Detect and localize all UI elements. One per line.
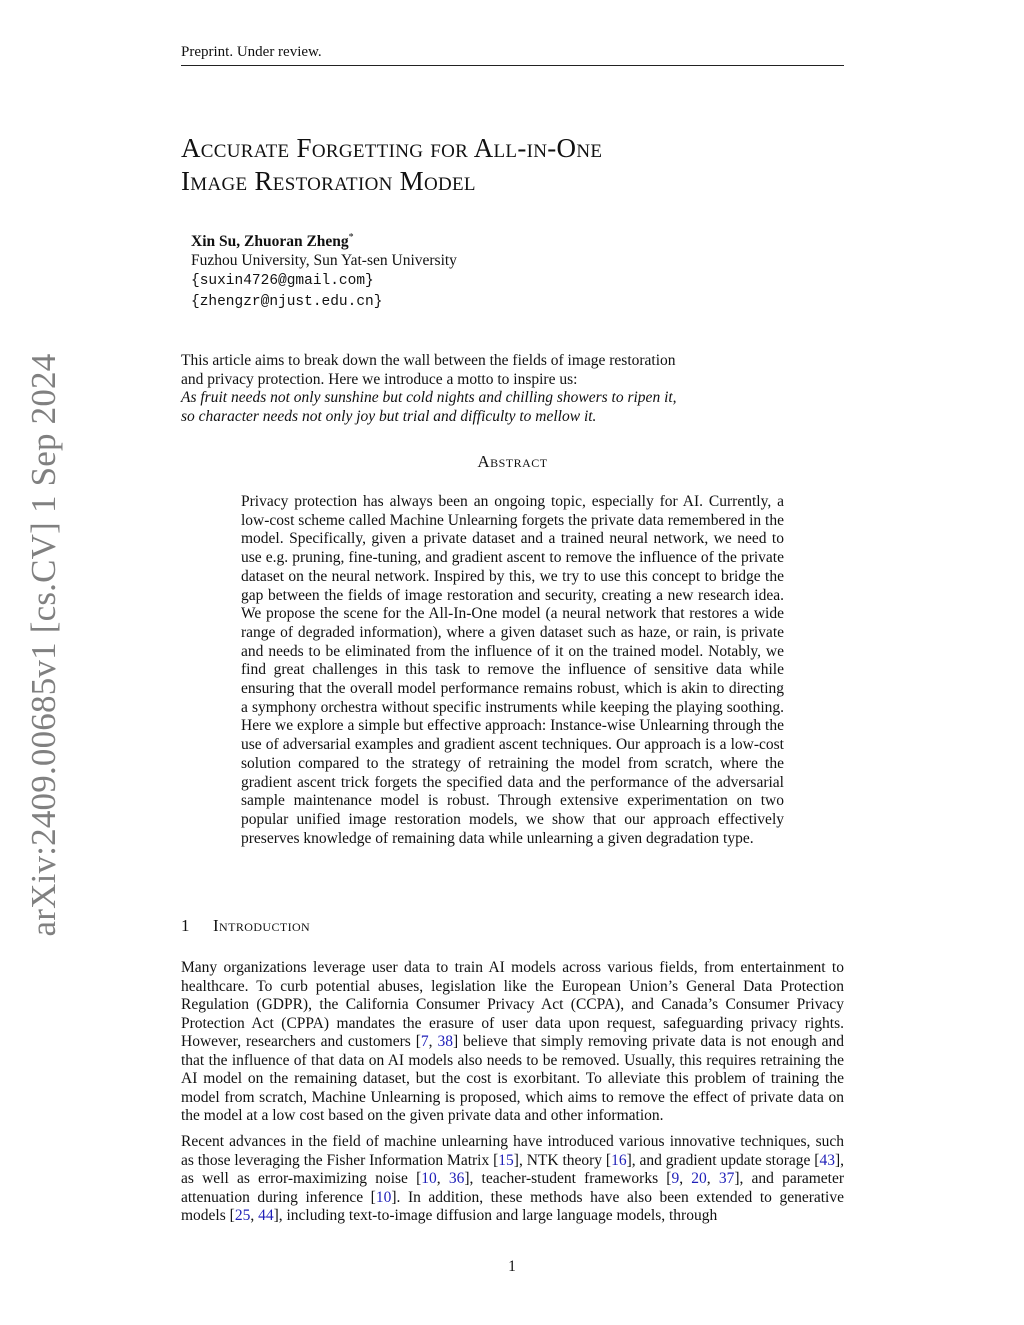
section-title: Introduction bbox=[213, 916, 311, 935]
motto-quote-2: so character needs not only joy but trial and difficulty to mellow it. bbox=[181, 407, 597, 425]
arxiv-stamp bbox=[24, 353, 64, 937]
citation-link[interactable]: 10 bbox=[421, 1170, 437, 1187]
text-run: ], including text-to-image diffusion and large language models, through bbox=[273, 1207, 718, 1224]
text-run: ]. In addition, these methods have also been extended to generative models [ bbox=[181, 1188, 844, 1224]
title-line-2: Image Restoration Model bbox=[181, 166, 476, 196]
citation-link[interactable]: 20 bbox=[691, 1170, 707, 1187]
citation-link[interactable]: 10 bbox=[375, 1188, 392, 1206]
citation-link[interactable]: 36 bbox=[448, 1170, 465, 1187]
citation-link[interactable]: 16 bbox=[611, 1151, 627, 1169]
text-run: ], and gradient update storage [ bbox=[626, 1151, 820, 1169]
motto-line-2: and privacy protection. Here we introduce a motto to inspire us: bbox=[181, 370, 578, 388]
header-rule bbox=[181, 65, 844, 66]
running-header: Preprint. Under review. bbox=[181, 44, 322, 60]
motto-block bbox=[181, 352, 741, 426]
citation-link[interactable]: 25 bbox=[234, 1207, 251, 1224]
text-run: ], as well as error-maximizing noise [ bbox=[181, 1151, 845, 1187]
text-run: , bbox=[679, 1170, 692, 1187]
author-block bbox=[191, 228, 457, 312]
affiliation: Fuzhou University, Sun Yat-sen University bbox=[191, 252, 457, 270]
paper-title bbox=[181, 132, 821, 198]
motto-line-1: This article aims to break down the wall between the fields of image restoration bbox=[181, 352, 676, 369]
text-run: , bbox=[436, 1170, 449, 1187]
text-run: , bbox=[428, 1033, 438, 1050]
email-2: {zhengzr@njust.edu.cn} bbox=[191, 294, 383, 311]
citation-link[interactable]: 37 bbox=[718, 1170, 735, 1187]
intro-paragraph-1 bbox=[181, 959, 844, 1126]
citation-link[interactable]: 15 bbox=[498, 1151, 514, 1169]
abstract-body: Privacy protection has always been an ongoing topic, especially for AI. Currently, a low-cost scheme called Machine Unlearning forgets the private data remembered in the model. Specifically, given a private dataset and a trained neural network, we need to use e.g. pruning, fine-tuning, and gradient ascent to remove the influence of the private dataset on the neural network. Inspired by this, we try to use this concept to bridge the gap between the fields of image restoration and security, creating a new research idea. We propose the scene for the All-In-One model (a neural network that restores a wide range of degraded information), where a given dataset such as haze, or rain, is private and needs to be eliminated from the influence of it on the trained model. Notably, we find great challenges in this task to remove the influence of sensitive data while ensuring that the overall model performance remains robust, which is akin to directing a symphony orchestra without specific instruments while keeping the playing soothing. Here we explore a simple but effective approach: Instance-wise Unlearning through the use of adversarial examples and gradient ascent techniques. Our approach is a low-cost solution compared to the strategy of retraining the model from scratch, where the gradient ascent trick forgets the specified data and the performance of the adversarial sample maintenance model is robust. Through extensive experimentation on two popular unified image restoration models, we show that our approach effectively preserves knowledge of remaining data while unlearning a given degradation type. bbox=[241, 493, 784, 847]
corresponding-mark: * bbox=[348, 232, 354, 243]
email-1: {suxin4726@gmail.com} bbox=[191, 273, 374, 290]
text-run: Recent advances in the field of machine unlearning have introduced various innovative techniques, such as those leveraging the Fisher Information Matrix [ bbox=[181, 1133, 844, 1169]
text-run: ], NTK theory [ bbox=[513, 1151, 612, 1169]
motto-quote-1: As fruit needs not only sunshine but cold nights and chilling showers to ripen it, bbox=[181, 389, 677, 407]
citation-link[interactable]: 44 bbox=[258, 1207, 274, 1224]
title-line-1: Accurate Forgetting for All-in-One bbox=[181, 133, 603, 163]
citation-link[interactable]: 38 bbox=[437, 1033, 453, 1050]
citation-link[interactable]: 43 bbox=[819, 1151, 835, 1169]
abstract-heading: Abstract bbox=[477, 452, 548, 471]
text-run: ], and parameter attenuation during inference [ bbox=[181, 1170, 845, 1206]
author-names: Xin Su, Zhuoran Zheng bbox=[191, 233, 349, 251]
text-run: , bbox=[250, 1207, 259, 1224]
section-number: 1 bbox=[181, 916, 190, 935]
text-run: , bbox=[706, 1170, 719, 1187]
text-run: ], teacher-student frameworks [ bbox=[464, 1170, 672, 1187]
citation-link[interactable]: 7 bbox=[420, 1033, 429, 1050]
text-run: Many organizations leverage user data to train AI models across various fields, from entertainment to healthcare. To curb potential abuses, legislation like the European Union’s General Data Protection Regulation (GDPR), the California Consumer Privacy Act (CCPA), and Canada’s Consumer Privacy Protection Act (CPPA) mandates the erasure of user data upon request, safeguarding privacy rights. However, researchers and customers [ bbox=[181, 959, 844, 1050]
arxiv-identifier: arXiv:2409.00685v1 [cs.CV] 1 Sep 2024 bbox=[24, 353, 63, 937]
section-heading bbox=[181, 916, 310, 936]
text-run: ] believe that simply removing private data is not enough and that the influence of that data on AI models also needs to be removed. Usually, this requires retraining the AI model on the remaining dataset, but the cost is exorbitant. To alleviate this problem of training the model from scratch, Machine Unlearning is proposed, which aims to remove the effect of private data on the model at a low cost based on the given private data and other information. bbox=[181, 1033, 845, 1124]
page-number: 1 bbox=[508, 1258, 516, 1275]
citation-link[interactable]: 9 bbox=[671, 1170, 680, 1187]
intro-paragraph-2 bbox=[181, 1133, 844, 1226]
